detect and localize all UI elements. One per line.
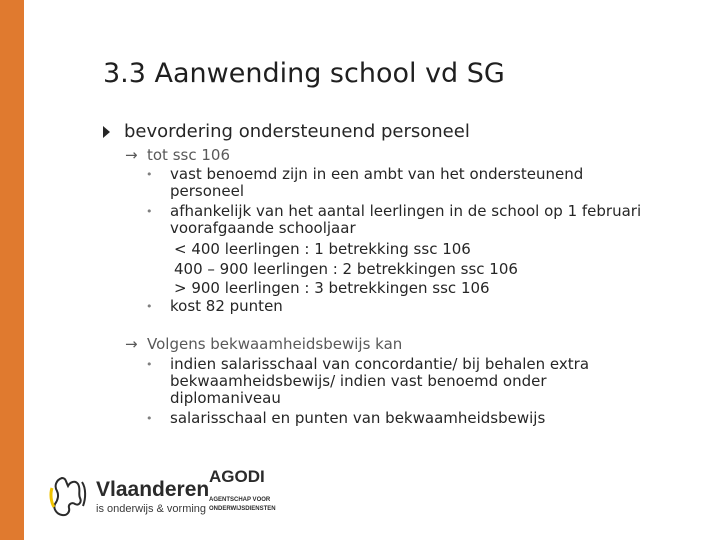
bullet-dot-icon: • <box>146 358 153 371</box>
bullet-dot-icon: • <box>146 300 153 313</box>
bullet-dot-icon: • <box>146 168 153 181</box>
list-item-text: kost 82 punten <box>170 297 283 315</box>
arrow-icon: → <box>125 146 138 164</box>
sub-line: 400 – 900 leerlingen : 2 betrekkingen ssc 106 <box>174 260 518 278</box>
sub-line: > 900 leerlingen : 3 betrekkingen ssc 106 <box>174 279 490 297</box>
slide-title: 3.3 Aanwending school vd SG <box>103 58 505 89</box>
orange-sidebar-accent <box>0 0 24 540</box>
main-bullet-text: bevordering ondersteunend personeel <box>124 121 470 142</box>
list-item-text: salarisschaal en punten van bekwaamheidsbewijs <box>170 409 546 427</box>
vlaanderen-wordmark: Vlaanderen <box>96 478 210 501</box>
bullet-dot-icon: • <box>146 412 153 425</box>
section-heading-text: Volgens bekwaamheidsbewijs kan <box>147 335 403 353</box>
section-heading-text: tot ssc 106 <box>147 146 230 164</box>
flemish-lion-icon <box>48 474 90 518</box>
vlaanderen-tagline: is onderwijs & vorming <box>96 503 207 515</box>
triangle-bullet-icon <box>103 126 110 138</box>
sub-line: < 400 leerlingen : 1 betrekking ssc 106 <box>174 240 471 258</box>
agodi-wordmark: AGODI <box>209 467 265 486</box>
list-item-text: afhankelijk van het aantal leerlingen in de school op 1 februari voorafgaande schooljaar <box>170 202 642 237</box>
list-item-text: indien salarisschaal van concordantie/ bij behalen extra bekwaamheidsbewijs/ indien vast benoemd onder diplomaniveau <box>170 355 590 407</box>
bullet-dot-icon: • <box>146 205 153 218</box>
arrow-icon: → <box>125 335 138 353</box>
agodi-subtitle: AGENTSCHAP VOOR ONDERWIJSDIENSTEN <box>209 497 276 512</box>
list-item-text: vast benoemd zijn in een ambt van het ondersteunend personeel <box>170 165 584 200</box>
